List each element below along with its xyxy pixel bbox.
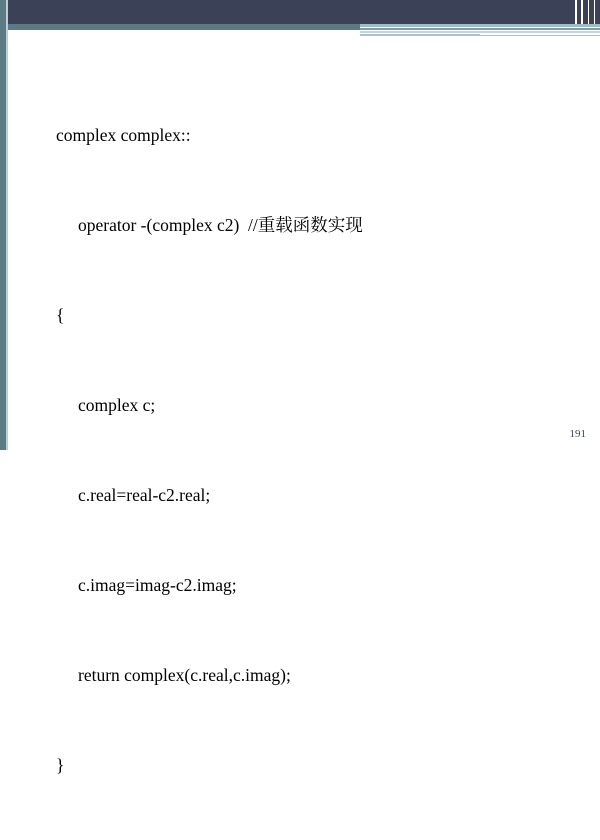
code-line: complex c; <box>78 395 156 415</box>
code-line: c.imag=imag-c2.imag; <box>78 575 237 595</box>
banner-slit <box>575 0 577 24</box>
page-number: 191 <box>569 428 586 440</box>
banner-stripe <box>480 34 600 35</box>
code-line: { <box>56 305 65 325</box>
code-line: return complex(c.real,c.imag); <box>78 665 291 685</box>
banner-dark-band <box>8 0 600 24</box>
code-line: } <box>56 755 65 775</box>
banner-slit <box>581 0 583 24</box>
banner-slit <box>588 0 589 24</box>
code-line: complex complex:: <box>56 125 191 145</box>
banner-stripe <box>0 36 600 40</box>
left-accent-bar-inner <box>6 0 8 450</box>
slide-banner <box>0 0 600 40</box>
banner-slit <box>594 0 595 24</box>
code-block <box>56 60 576 840</box>
code-line: operator -(complex c2) //重载函数实现 <box>78 215 363 235</box>
code-line: c.real=real-c2.real; <box>78 485 211 505</box>
